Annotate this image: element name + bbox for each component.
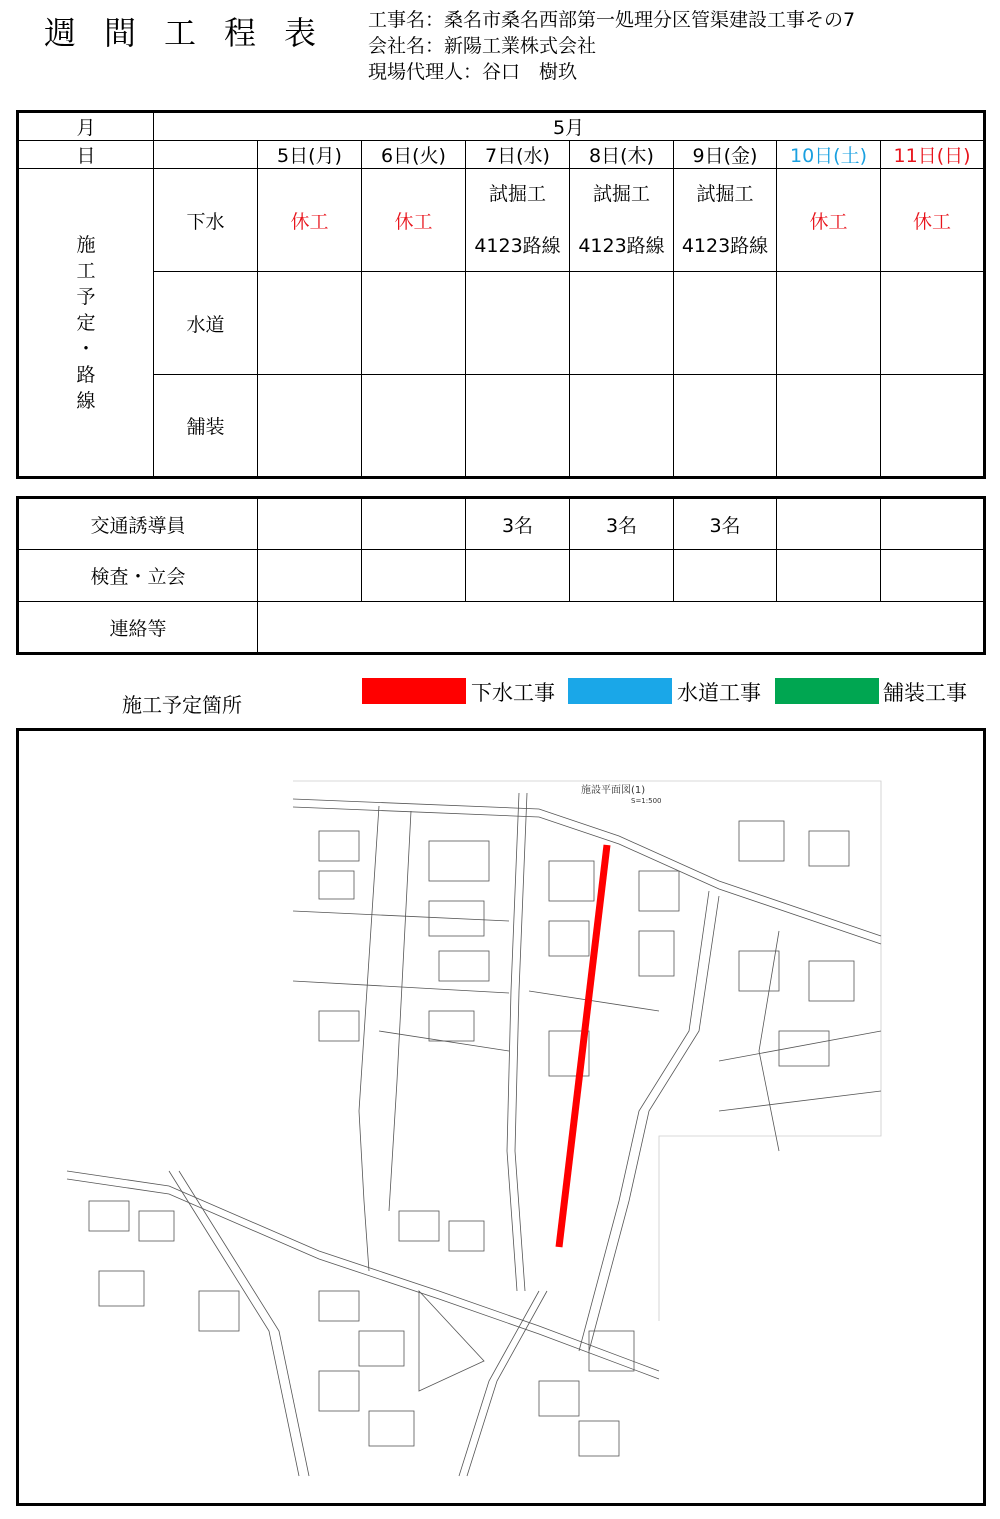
traffic-guard-cell: 3名	[570, 498, 674, 550]
traffic-guard-cell	[777, 498, 881, 550]
document-title: 週間工程表	[44, 14, 345, 52]
water-cell	[674, 272, 777, 375]
legend-label-paving: 舗装工事	[883, 681, 967, 705]
inspection-cell	[466, 550, 570, 602]
month-label: 月	[18, 112, 154, 141]
row-label-sewer: 下水	[154, 169, 258, 272]
schedule-table	[16, 110, 986, 479]
water-cell	[570, 272, 674, 375]
project-name: 工事名：桑名市桑名西部第一処理分区管渠建設工事その7	[368, 9, 856, 31]
row-label-water: 水道	[154, 272, 258, 375]
sewer-cell: 試掘工 4123路線	[466, 169, 570, 272]
day-label: 日	[18, 141, 154, 169]
traffic-guard-cell	[881, 498, 985, 550]
traffic-guard-cell	[258, 498, 362, 550]
paving-cell	[674, 375, 777, 478]
sewer-cell: 休工	[881, 169, 985, 272]
section-label-text: 施 工 予 定 ・ 路 線	[76, 233, 96, 412]
inspection-cell	[674, 550, 777, 602]
sewer-cell: 休工	[362, 169, 466, 272]
water-cell	[777, 272, 881, 375]
water-cell	[881, 272, 985, 375]
paving-cell	[362, 375, 466, 478]
day-header: 5日(月)	[258, 141, 362, 169]
legend-label-water: 水道工事	[677, 681, 761, 705]
month-value: 5月	[154, 112, 985, 141]
traffic-guard-cell: 3名	[674, 498, 777, 550]
legend-swatch-sewer	[362, 678, 466, 704]
resource-table	[16, 496, 986, 655]
paving-cell	[777, 375, 881, 478]
map-sheet-upper	[293, 781, 881, 1351]
inspection-cell	[362, 550, 466, 602]
day-header: 6日(火)	[362, 141, 466, 169]
inspection-cell	[777, 550, 881, 602]
inspection-cell	[881, 550, 985, 602]
water-cell	[466, 272, 570, 375]
day-header: 8日(木)	[570, 141, 674, 169]
sewer-cell: 試掘工 4123路線	[674, 169, 777, 272]
site-agent: 現場代理人：谷口 樹玖	[368, 61, 578, 83]
traffic-guard-label: 交通誘導員	[18, 498, 258, 550]
day-header: 9日(金)	[674, 141, 777, 169]
sewer-cell: 休工	[258, 169, 362, 272]
map-sheet-title: 施設平面図(1)	[581, 785, 646, 796]
legend-swatch-paving	[775, 678, 879, 704]
site-plan-map	[19, 731, 983, 1503]
day-header: 7日(水)	[466, 141, 570, 169]
day-header-sunday: 11日(日)	[881, 141, 985, 169]
section-label	[18, 169, 154, 478]
map-sheet-lower	[67, 1171, 659, 1476]
map-section-label: 施工予定箇所	[122, 693, 242, 717]
contact-label: 連絡等	[18, 602, 258, 654]
inspection-cell	[570, 550, 674, 602]
sewer-cell: 試掘工 4123路線	[570, 169, 674, 272]
water-cell	[258, 272, 362, 375]
traffic-guard-cell: 3名	[466, 498, 570, 550]
inspection-label: 検査・立会	[18, 550, 258, 602]
day-header-blank	[154, 141, 258, 169]
inspection-cell	[258, 550, 362, 602]
paving-cell	[570, 375, 674, 478]
legend-label-sewer: 下水工事	[471, 681, 555, 705]
paving-cell	[466, 375, 570, 478]
paving-cell	[258, 375, 362, 478]
row-label-paving: 舗装	[154, 375, 258, 478]
water-cell	[362, 272, 466, 375]
contact-cell	[258, 602, 985, 654]
paving-cell	[881, 375, 985, 478]
map-frame	[16, 728, 986, 1506]
map-scale: S=1:500	[631, 797, 662, 805]
legend-swatch-water	[568, 678, 672, 704]
sewer-route-line	[559, 845, 607, 1247]
day-header-saturday: 10日(土)	[777, 141, 881, 169]
company-name: 会社名：新陽工業株式会社	[368, 35, 597, 57]
sewer-cell: 休工	[777, 169, 881, 272]
traffic-guard-cell	[362, 498, 466, 550]
